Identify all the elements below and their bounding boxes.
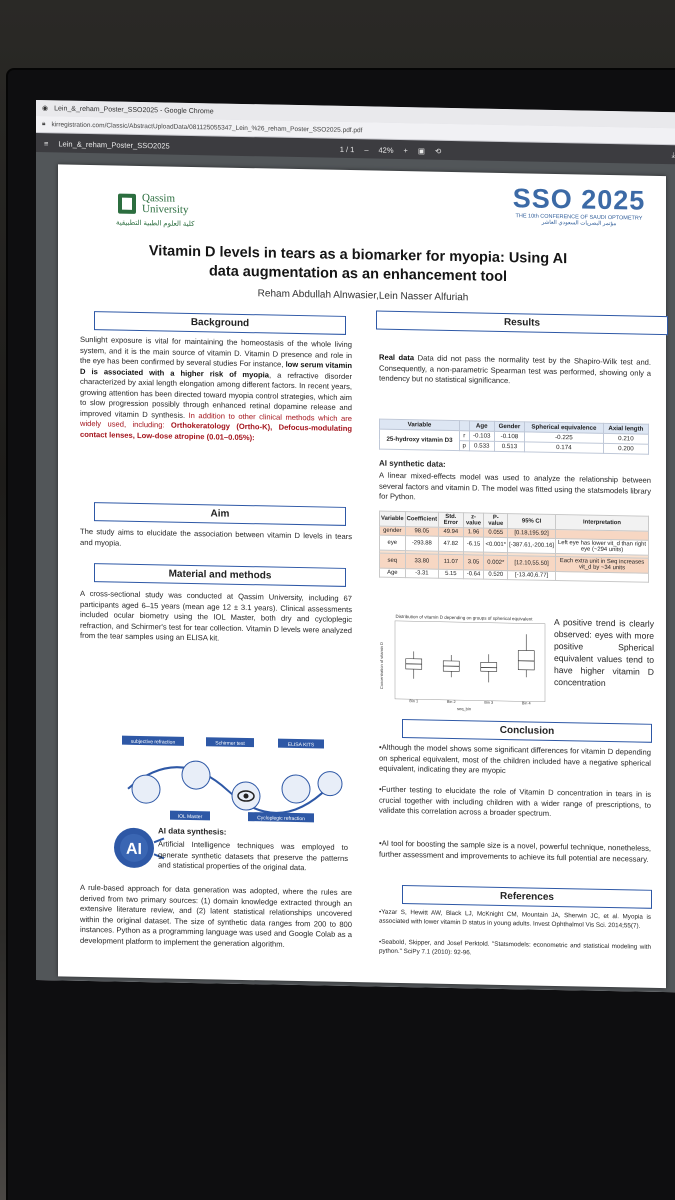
references-heading: References bbox=[402, 885, 652, 909]
sso-logo bbox=[500, 183, 658, 234]
zoom-level[interactable]: 42% bbox=[378, 145, 394, 155]
table1-cell: -0.225 bbox=[524, 432, 603, 444]
table2-cell: -293.88 bbox=[405, 536, 438, 552]
table2-header: z-value bbox=[463, 513, 484, 528]
table2-cell: -6.15 bbox=[463, 537, 484, 552]
table2-cell: Each extra unit in Seq increases vit_d by ~34 units bbox=[556, 556, 649, 573]
rotate-icon[interactable]: ⟲ bbox=[434, 146, 442, 156]
table1-cell: 0.513 bbox=[494, 441, 524, 452]
step-circle-5 bbox=[318, 771, 342, 795]
table2-cell: gender bbox=[380, 526, 406, 535]
table2-cell: Left eye has lower vit_d than right eye (~294 units) bbox=[556, 538, 649, 555]
background-red: In addition to other clinical methods which are widely used, including: bbox=[80, 410, 352, 430]
background-bold: low serum vitamin D is associated with a higher risk of myopia bbox=[80, 359, 352, 379]
conclusion-heading: Conclusion bbox=[402, 719, 652, 743]
process-diagram-svg bbox=[118, 734, 348, 824]
spearman-table bbox=[379, 419, 649, 455]
table1-header: Variable bbox=[380, 419, 460, 431]
chart-xlabel: seq_bin bbox=[456, 706, 472, 712]
background-red-bold: Orthokeratology (Ortho-K), Defocus-modulating contact lenses, Low-dose atropine (0.01–0.05%): bbox=[80, 420, 353, 442]
ai-data-label: AI synthetic data: bbox=[379, 458, 446, 469]
chart-title: Distribution of vitamin D depending on groups of spherical equivalent bbox=[395, 613, 533, 622]
boxplot-chart bbox=[379, 611, 549, 714]
rule-based-text: A rule-based approach for data generation was adopted, where the rules are derived from two primary sources: (1) domain knowledge extracted through an extensive literature review, and (2) latent statistical relationships uncovered within the original dataset. The size of synthetic data ranges from 200 to 800 instances. Python as a programming language was used and Google Colab as a development platform to implement the generation algorithm. bbox=[80, 882, 352, 949]
table2-cell: seq bbox=[380, 553, 406, 568]
logo-line-2: University bbox=[142, 203, 189, 216]
table2-cell: 5.15 bbox=[439, 569, 464, 578]
table1-header: Axial length bbox=[603, 423, 648, 434]
sso-logo-subtitle: THE 10th CONFERENCE OF SAUDI OPTOMETRY bbox=[515, 213, 643, 222]
box-category-label: Bin 3 bbox=[484, 700, 494, 705]
browser-icon: ◉ bbox=[42, 105, 49, 113]
poster-authors: Reham Abdullah Alnwasier,Lein Nasser Alfuriah bbox=[257, 288, 469, 304]
download-icon[interactable]: ⤓ bbox=[671, 150, 675, 160]
table2-cell: Age bbox=[380, 568, 406, 577]
background-text bbox=[80, 335, 352, 445]
step-circle-1 bbox=[132, 775, 160, 804]
lock-icon: 🔒︎ bbox=[42, 120, 46, 128]
table2-cell bbox=[556, 571, 649, 582]
table1-cell: -0.108 bbox=[494, 431, 524, 442]
step-label-1: subjective refraction bbox=[130, 738, 176, 746]
table2-cell: [-387.61,-200.16] bbox=[508, 538, 556, 554]
table2-cell: [-13.40,6.77] bbox=[508, 571, 556, 581]
real-data-text bbox=[379, 353, 651, 390]
sso-logo-text: SSO 2025 bbox=[512, 183, 646, 216]
boxplot-svg bbox=[379, 611, 549, 714]
logo-arabic: كلية العلوم الطبية التطبيقية bbox=[116, 219, 195, 229]
table2-cell: [12.10,55.50] bbox=[508, 556, 556, 572]
table1-cell: 0.200 bbox=[603, 443, 648, 454]
table2-cell: 11.07 bbox=[439, 554, 464, 569]
background-p2: , a refractive disorder characterized by axial length elongation among different factors. In recent years, growing attention has been directed toward myopia control strategies, which aim to slow progression possibly through enhanced retinal dopamine release and improved vitamin D synthesis. bbox=[80, 369, 353, 420]
university-emblem-icon bbox=[116, 192, 138, 216]
table2-header: Interpretation bbox=[556, 514, 649, 531]
real-data-body: Data did not pass the normality test by the Shapiro-Wilk test and. Consequently, a non-parametric Spearman test was performed, showing only a tendency but no statistical significance. bbox=[379, 353, 652, 386]
table2-header: Std. Error bbox=[439, 512, 464, 527]
table2-header: Variable bbox=[380, 511, 406, 526]
reference-2: •Seabold, Skipper, and Josef Perktold. "Statsmodels: econometric and statistical modeling with python." SciPy 7.1 (2010): 92-96. bbox=[379, 938, 651, 956]
step-label-3: ELISA KITS bbox=[287, 741, 315, 749]
sso-logo-arabic: مؤتمر البصريات السعودي العاشر bbox=[541, 219, 617, 228]
table1-cell: 0.210 bbox=[603, 433, 648, 444]
table2-cell: 33.80 bbox=[405, 554, 438, 570]
table1-cell: -0.103 bbox=[469, 431, 494, 441]
menu-icon[interactable]: ≡ bbox=[44, 138, 49, 148]
methods-heading: Material and methods bbox=[94, 563, 346, 587]
ai-icon-text: AI bbox=[126, 840, 142, 859]
step-label-4: IOL Master bbox=[177, 813, 203, 821]
ai-synthesis-heading: AI data synthesis: bbox=[158, 826, 227, 837]
aim-heading: Aim bbox=[94, 502, 346, 526]
zoom-in-icon[interactable]: + bbox=[403, 145, 408, 155]
table2-header: P-value bbox=[484, 513, 508, 528]
pdf-viewer-area bbox=[36, 152, 675, 992]
ai-data-text: A linear mixed-effects model was used to analyze the relationship between several factors and vitamin D. The model was fitted using the statsmodels library for Python. bbox=[379, 470, 651, 502]
qassim-university-logo bbox=[116, 192, 246, 236]
table2-cell: -0.64 bbox=[463, 570, 484, 579]
table1-header bbox=[460, 421, 470, 431]
table1-header: Age bbox=[469, 421, 494, 431]
conclusion-item-3: •AI tool for boosting the sample size is a novel, powerful technique, nonetheless, further assessment and improvements to achieve its full potential are necessary. bbox=[379, 838, 651, 864]
table2-cell: [0.18,195.92] bbox=[508, 529, 556, 539]
table2-cell: 47.82 bbox=[439, 536, 464, 551]
table1-cell: 0.533 bbox=[469, 441, 494, 451]
chart-ylabel: Concentration of vitamin D bbox=[379, 642, 384, 690]
conclusion-item-1: •Although the model shows some significant differences for vitamin D depending on spherical equivalent, most of the children included have a negative spherical equivalent, indicating they are myopic bbox=[379, 742, 651, 776]
pdf-name: Lein_&_reham_Poster_SSO2025 bbox=[58, 138, 170, 151]
methods-text: A cross-sectional study was conducted at Qassim University, including 67 participants aged 6–15 years (mean age 12 ± 3.1 years). Clinical assessments included ocular biometry using the IOL Master, both dry and cycloplegic refraction, and Schirmer's test for tear collection. Vitamin D levels were analyzed from the tear samples using an ELISA kit. bbox=[80, 588, 352, 643]
table2-cell: 98.05 bbox=[405, 527, 438, 537]
background-heading: Background bbox=[94, 311, 346, 335]
real-data-label: Real data bbox=[379, 352, 415, 363]
table1-header: Spherical equivalence bbox=[524, 422, 603, 434]
url-text: kirregistration.com/Classic/AbstractUploadData/081125055347_Lein_%26_reham_Poster_SSO2025.pdf.pdf bbox=[51, 120, 363, 134]
aim-text: The study aims to elucidate the association between vitamin D levels in tears and myopia. bbox=[80, 526, 352, 548]
table1-cell: p bbox=[460, 441, 470, 451]
step-label-2: Schirmer test bbox=[215, 740, 245, 748]
fit-page-icon[interactable]: ▣ bbox=[417, 145, 425, 155]
table2-header: Coefficient bbox=[405, 512, 438, 528]
box-body bbox=[481, 662, 497, 671]
table2-cell: 3.05 bbox=[463, 555, 484, 570]
background-p1: Sunlight exposure is vital for maintaining the homeostasis of the whole living system, and it is the main source of vitamin D. Vitamin D presence and role in the eye has been confirmed by several studies For instance, bbox=[80, 334, 352, 369]
trend-text: A positive trend is clearly observed: eyes with more positive Spherical equivalent values tend to have higher vitamin D concentration bbox=[554, 616, 654, 688]
step-circle-4 bbox=[282, 775, 310, 804]
box-category-label: Bin 1 bbox=[409, 699, 419, 704]
table2-cell: eye bbox=[380, 535, 406, 550]
table2-cell: 49.94 bbox=[439, 527, 464, 536]
table2-cell: 0.002* bbox=[484, 555, 508, 570]
poster-title: Vitamin D levels in tears as a biomarker for myopia: Using AI data augmentation as an enhancement tool bbox=[148, 243, 568, 286]
screen bbox=[36, 100, 675, 992]
zoom-out-icon[interactable]: – bbox=[364, 144, 369, 154]
tab-title: Lein_&_reham_Poster_SSO2025 - Google Chrome bbox=[54, 104, 214, 115]
table2-cell: 1.96 bbox=[463, 528, 484, 537]
table2-cell: 0.520 bbox=[484, 570, 508, 579]
page-indicator[interactable]: 1 / 1 bbox=[339, 144, 355, 154]
reference-1: •Yazar S, Hewitt AW, Black LJ, McKnight CM, Mountain JA, Sherwin JC, et al. Myopia is associated with lower vitamin D status in young adults. Invest Ophthalmol Vis Sci. 2014;55(7). bbox=[379, 908, 651, 930]
monitor-frame bbox=[8, 70, 675, 1200]
table1-cell: 0.174 bbox=[524, 442, 603, 454]
table2-cell: -3.31 bbox=[405, 569, 438, 579]
mixed-effects-table bbox=[379, 511, 649, 583]
poster bbox=[58, 164, 666, 988]
step-circle-2 bbox=[182, 761, 210, 790]
table2-header: 95% CI bbox=[508, 514, 556, 530]
step-label-5: Cycloplegic refraction bbox=[257, 815, 305, 823]
table1-variable: 25-hydroxy vitamin D3 bbox=[380, 429, 460, 451]
ai-synthesis-text: Artificial Intelligence techniques was employed to generate synthetic datasets that preserve the patterns and statistical properties of the original data. bbox=[158, 839, 348, 873]
methods-process-diagram bbox=[118, 734, 348, 824]
box-category-label: Bin 4 bbox=[521, 701, 531, 706]
table1-header: Gender bbox=[494, 421, 524, 432]
table2-cell: <0.001* bbox=[484, 537, 508, 552]
conclusion-item-2: •Further testing to elucidate the role of Vitamin D concentration in tears in is crucial together with including children with a wider range of prescriptions, to validate this correlation across a broader spectrum. bbox=[379, 784, 651, 818]
results-heading: Results bbox=[376, 311, 668, 336]
table2-cell: 0.055 bbox=[484, 528, 508, 537]
box-body bbox=[518, 650, 534, 670]
logo-line-1: Qassim bbox=[142, 192, 175, 205]
box-category-label: Bin 2 bbox=[446, 699, 456, 705]
table1-cell: r bbox=[460, 431, 470, 441]
